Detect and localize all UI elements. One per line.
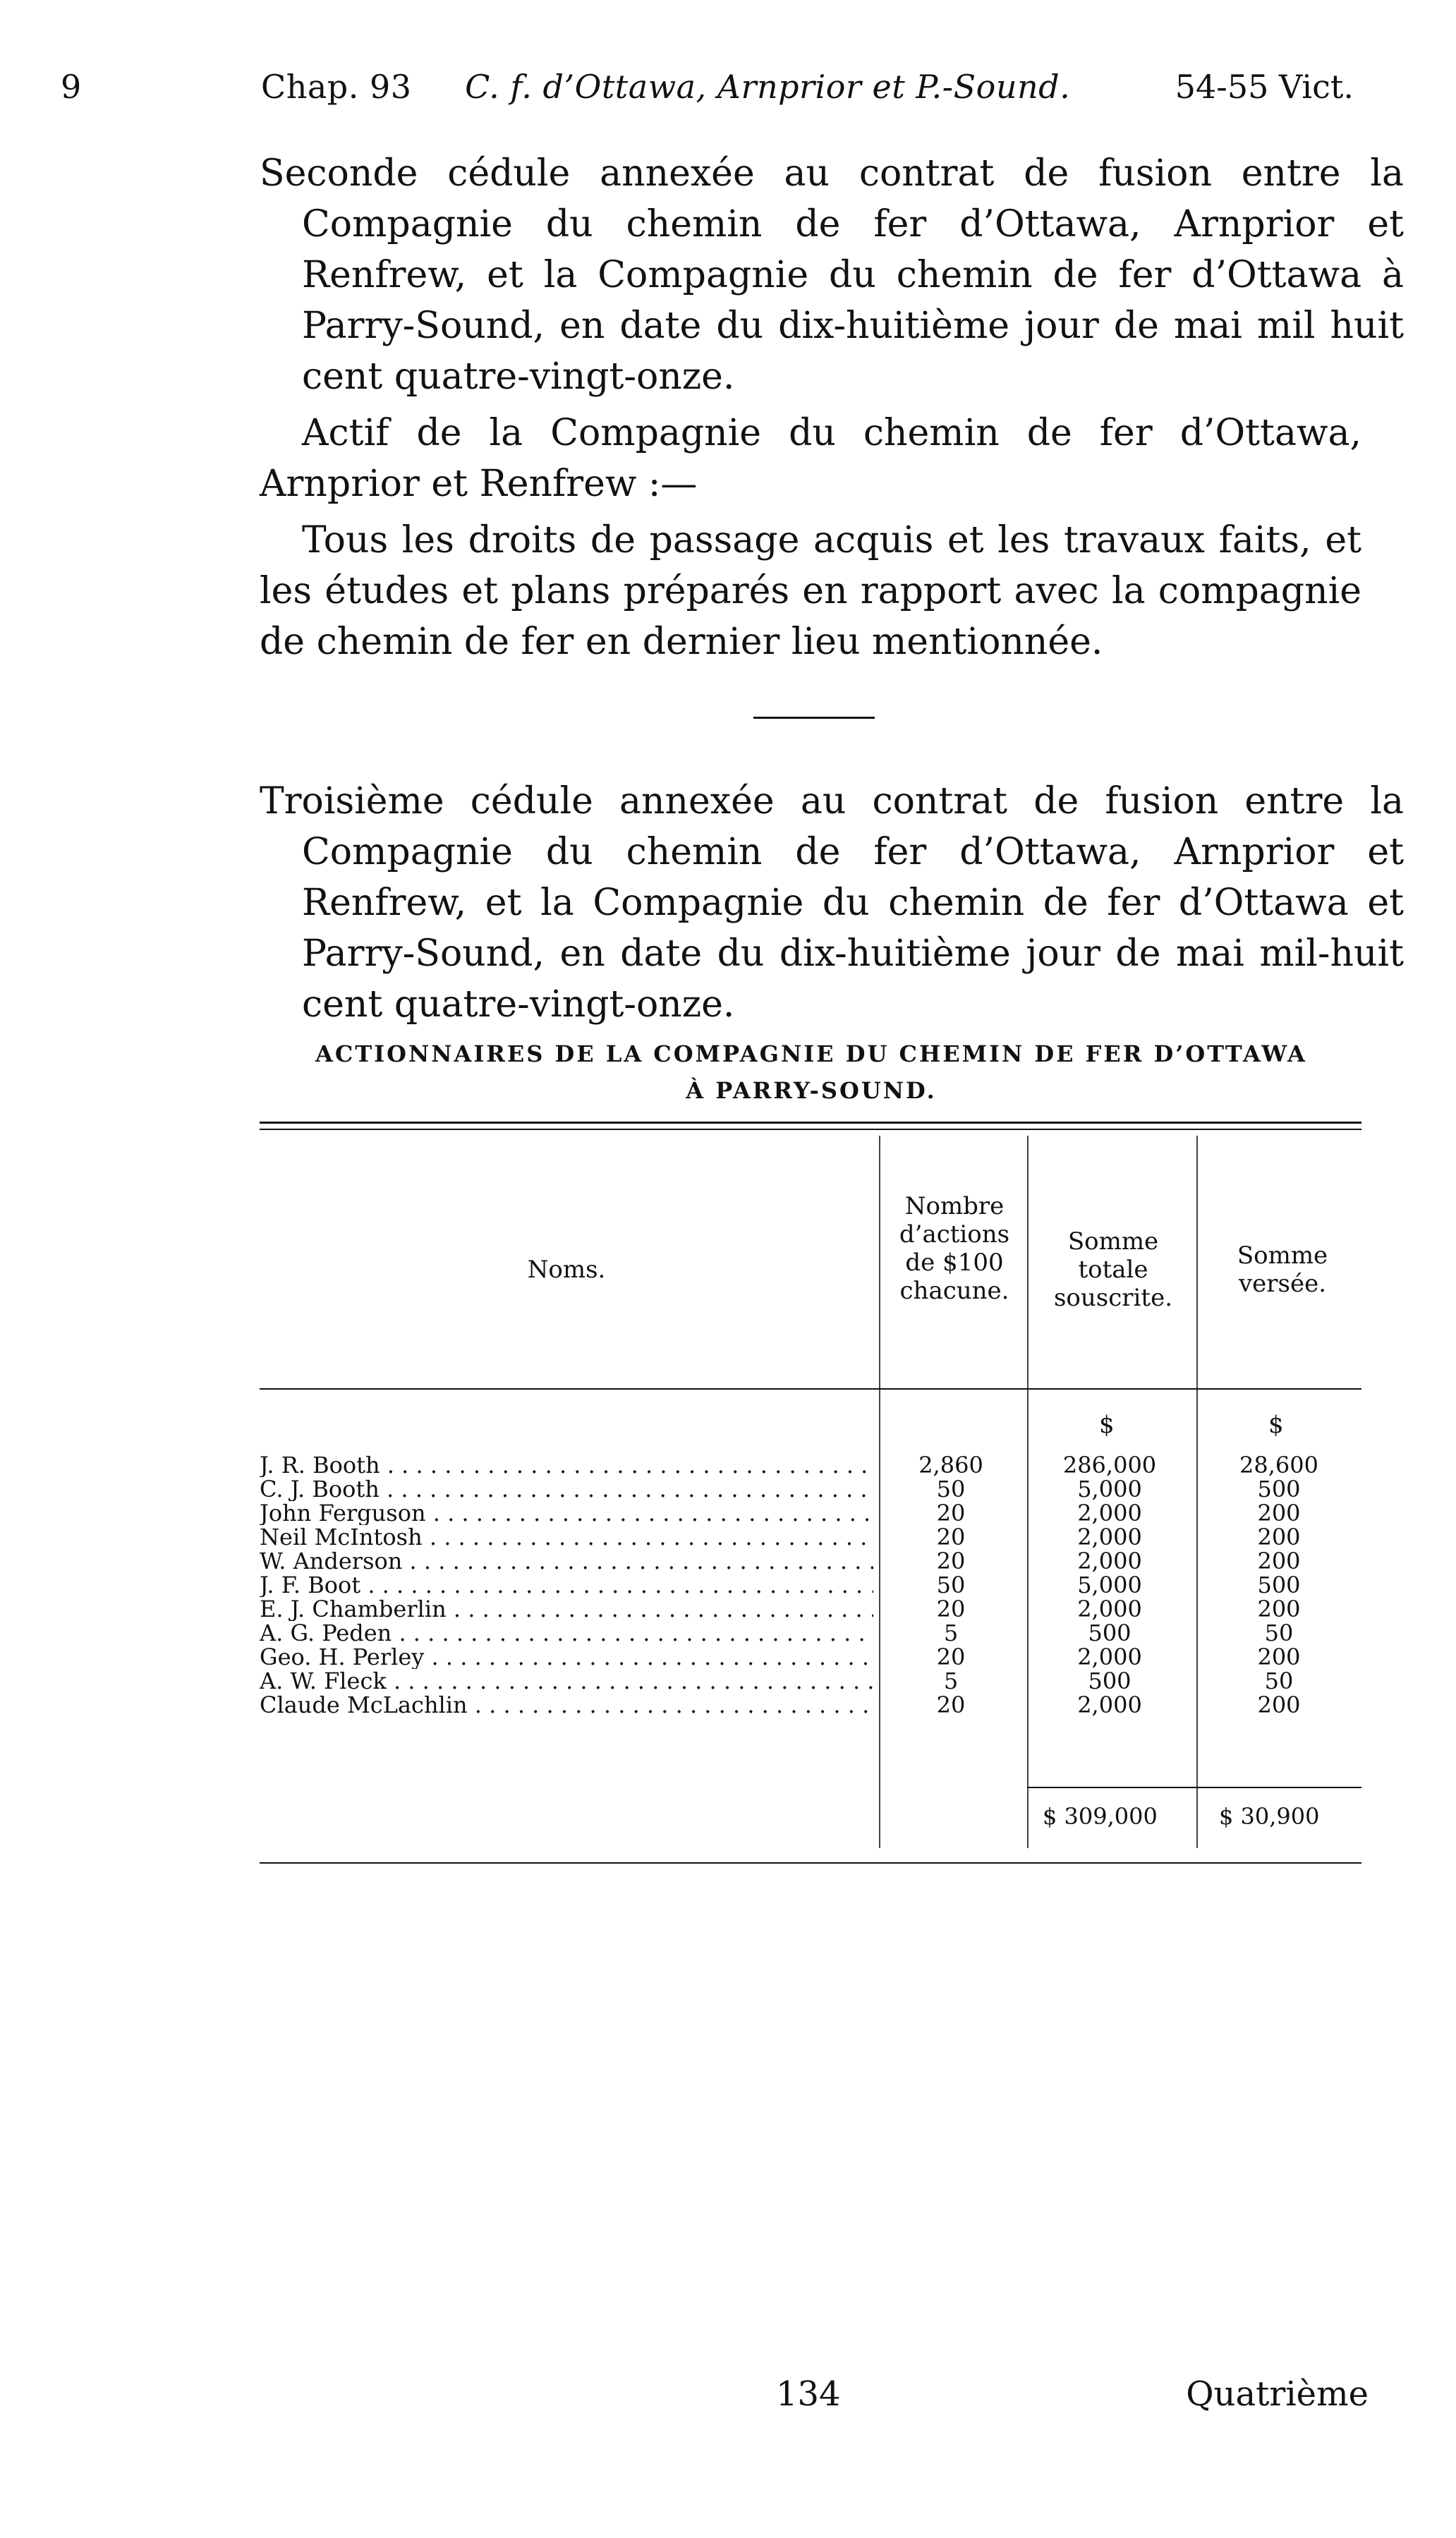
table-title [268,1036,1354,1109]
shares-cell: 5 [943,1620,959,1646]
shareholder-name: J. R. Booth . . . [260,1453,873,1477]
shares-cell: 20 [936,1500,966,1526]
table-row [260,1621,1361,1645]
table-row [260,1573,1361,1597]
paid-cell: 200 [1257,1500,1301,1526]
table-bottom-rule [260,1862,1361,1864]
subscribed-cell: 286,000 [1062,1452,1157,1479]
page-footer [0,2374,1456,2431]
currency-subscribed: $ [1099,1411,1115,1439]
table-row [260,1501,1361,1525]
header-paid: Somme versée. [1237,1241,1328,1298]
table-row [260,1669,1361,1693]
subscribed-cell: 2,000 [1077,1644,1142,1670]
paid-cell: 50 [1264,1668,1294,1694]
paid-cell: 28,600 [1239,1452,1318,1479]
shares-cell: 50 [936,1572,966,1598]
shares-cell: 20 [936,1596,966,1622]
header-names: Noms. [527,1256,606,1284]
total-paid: $ 30,900 [1219,1803,1320,1830]
shares-cell: 20 [936,1548,966,1574]
table-row [260,1597,1361,1621]
subscribed-cell: 5,000 [1077,1476,1142,1502]
total-subscribed: $ 309,000 [1043,1803,1158,1830]
act-title: C. f. d’Ottawa, Arnprior et P.-Sound. [465,68,1071,106]
table-title-line-1: ACTIONNAIRES DE LA COMPAGNIE DU CHEMIN DE FER D’OTTAWA [315,1040,1307,1067]
shares-cell: 20 [936,1644,966,1670]
shareholder-name: E. J. Chamberlin . . . [260,1597,873,1621]
paid-cell: 500 [1257,1476,1301,1502]
shareholder-name: W. Anderson . . . [260,1549,873,1573]
shares-cell: 5 [943,1668,959,1694]
shareholder-name: J. F. Boot . . . [260,1573,873,1597]
session-label: 54-55 Vict. [1175,68,1354,106]
page-number: 9 [61,68,82,106]
table-row [260,1453,1361,1477]
subscribed-cell: 2,000 [1077,1500,1142,1526]
table-title-line-2: À PARRY-SOUND. [686,1077,937,1104]
chapter-label: Chap. 93 [261,68,412,106]
subscribed-cell: 2,000 [1077,1548,1142,1574]
table-row [260,1693,1361,1717]
shareholder-name: John Ferguson . . . [260,1501,873,1525]
table-top-rule [260,1122,1361,1124]
header-subscribed: Somme totale souscrite. [1053,1227,1173,1312]
running-head [261,68,1070,106]
table-row [260,1549,1361,1573]
table-top-rule-2 [260,1129,1361,1130]
shares-cell: 50 [936,1476,966,1502]
paid-cell: 200 [1257,1644,1301,1670]
shareholder-name: Claude McLachlin . . . [260,1693,873,1717]
currency-paid: $ [1268,1411,1284,1439]
shareholder-name: Neil McIntosh . . . [260,1525,873,1549]
shares-cell: 20 [936,1692,966,1718]
paid-cell: 200 [1257,1596,1301,1622]
subscribed-cell: 500 [1088,1668,1132,1694]
shareholder-name: C. J. Booth . . . [260,1477,873,1501]
header-shares: Nombre d’actions de $100 chacune. [899,1192,1010,1305]
shareholder-name: A. W. Fleck . . . [260,1669,873,1693]
paid-cell: 200 [1257,1524,1301,1550]
assets-body: Tous les droits de passage acquis et les travaux faits, et les études et plans préparés en rapport avec la compagnie de chemin de fer en dernier lieu mentionnée. [260,519,1361,663]
assets-heading: Actif de la Compagnie du chemin de fer d’Ottawa, Arnprior et Renfrew :— [260,412,1361,505]
folio-number: 134 [776,2374,841,2414]
schedule-2-paragraph: Seconde cédule annexée au contrat de fusion entre la Compagnie du chemin de fer d’Ottawa, Arnprior et Renfrew, et la Compagnie du chemin de fer d’Ottawa à Parry-Sound, en date du dix-huitième jour de mai mil huit cent quatre-vingt-onze. [260,152,1404,398]
shares-cell: 20 [936,1524,966,1550]
header-rule [260,1388,1361,1390]
table-row [260,1477,1361,1501]
schedule-3-paragraph: Troisième cédule annexée au contrat de fusion entre la Compagnie du chemin de fer d’Ottawa, Arnprior et Renfrew, et la Compagnie du chemin de fer d’Ottawa et Parry-Sound, en date du dix-huitième jour de mai mil-huit cent quatre-vingt-onze. [260,780,1404,1026]
subscribed-cell: 2,000 [1077,1692,1142,1718]
table-row [260,1525,1361,1549]
section-divider [753,717,875,719]
running-header [0,68,1456,124]
subscribed-cell: 2,000 [1077,1596,1142,1622]
shareholder-name: Geo. H. Perley . . . [260,1645,873,1669]
paid-cell: 500 [1257,1572,1301,1598]
subscribed-cell: 2,000 [1077,1524,1142,1550]
subscribed-cell: 500 [1088,1620,1132,1646]
paid-cell: 200 [1257,1548,1301,1574]
shareholders-table [260,1122,1361,1869]
shareholder-name: A. G. Peden . . . [260,1621,873,1645]
subscribed-cell: 5,000 [1077,1572,1142,1598]
shares-cell: 2,860 [918,1452,983,1479]
paid-cell: 50 [1264,1620,1294,1646]
totals-rule [1027,1787,1361,1788]
table-row [260,1645,1361,1669]
paid-cell: 200 [1257,1692,1301,1718]
catchword: Quatrième [1186,2374,1369,2414]
